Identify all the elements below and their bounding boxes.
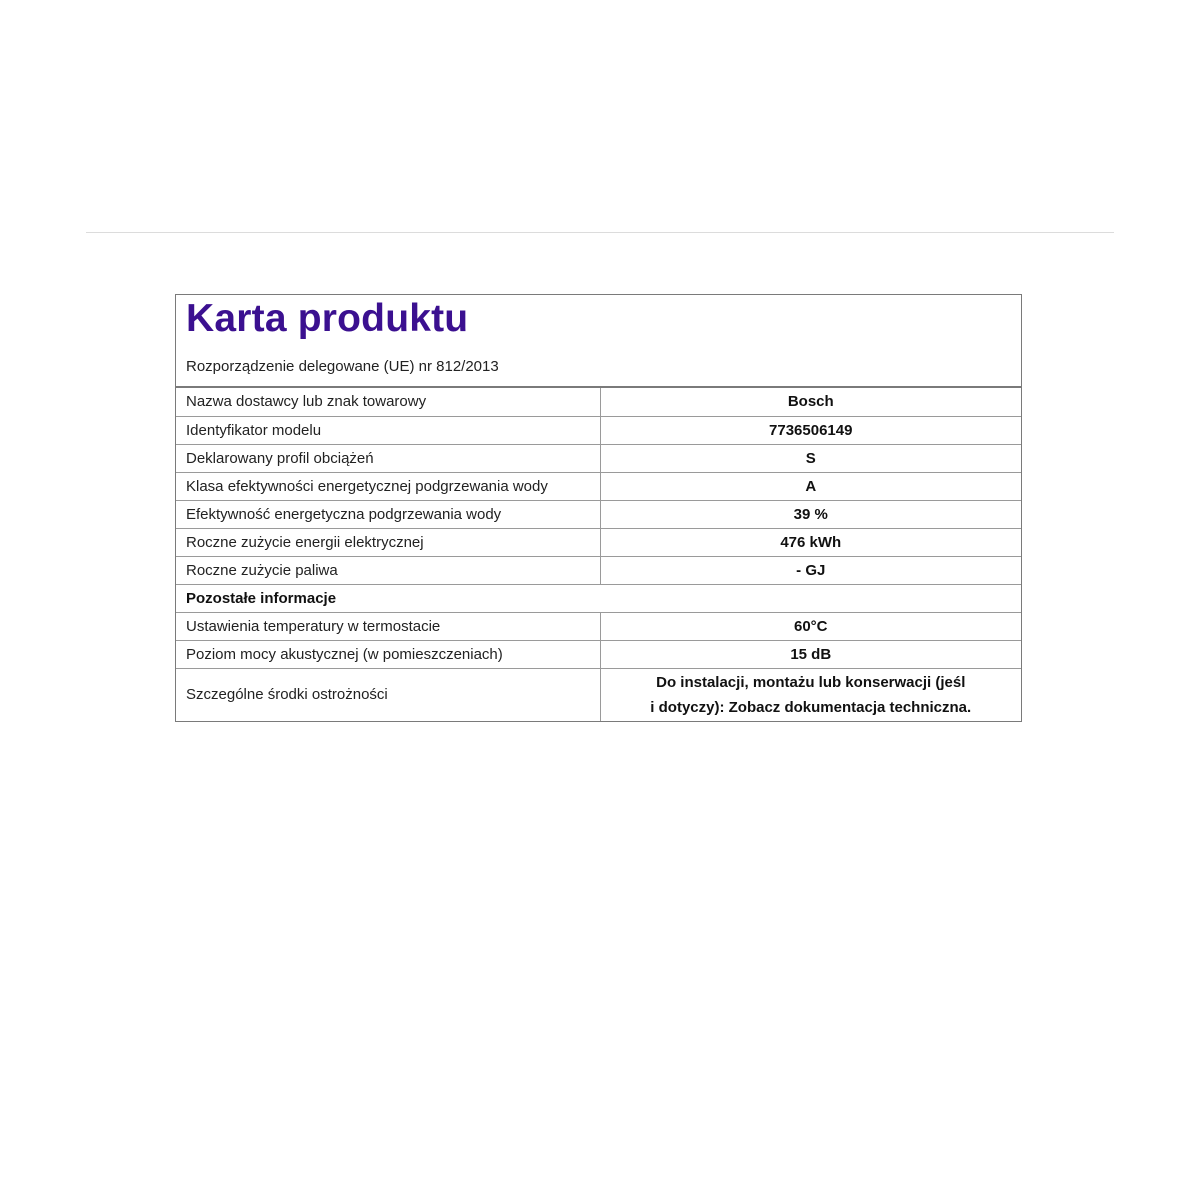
row-value-thermostat: 60°C [600,612,1021,640]
row-label-supplier: Nazwa dostawcy lub znak towarowy [176,388,600,416]
row-label-sound-power: Poziom mocy akustycznej (w pomieszczeniach) [176,640,600,668]
table-row [176,472,1021,500]
table-row [176,612,1021,640]
row-label-efficiency-class: Klasa efektywności energetycznej podgrzewania wody [176,472,600,500]
precautions-line-1: Do instalacji, montażu lub konserwacji (jeśl [656,673,966,691]
row-label-load-profile: Deklarowany profil obciążeń [176,444,600,472]
row-value-electricity: 476 kWh [600,528,1021,556]
card-title: Karta produktu [186,297,469,340]
row-label-precautions: Szczególne środki ostrożności [176,668,600,721]
table-row [176,668,1021,721]
card-subtitle: Rozporządzenie delegowane (UE) nr 812/2013 [186,358,499,375]
section-title: Pozostałe informacje [176,584,1021,612]
row-value-supplier: Bosch [787,393,834,411]
table-row [176,640,1021,668]
row-label-model: Identyfikator modelu [176,416,600,444]
table-row [176,556,1021,584]
top-divider [86,232,1114,233]
table-row [176,444,1021,472]
row-label-fuel: Roczne zużycie paliwa [176,556,600,584]
row-value-sound-power: 15 dB [600,640,1021,668]
section-row [176,584,1021,612]
row-label-electricity: Roczne zużycie energii elektrycznej [176,528,600,556]
row-value-efficiency-class: A [600,472,1021,500]
product-card [175,294,1022,722]
table-row [176,528,1021,556]
table-row [176,416,1021,444]
precautions-line-2: i dotyczy): Zobacz dokumentacja techniczna. [650,698,972,716]
card-header [176,295,1021,388]
row-value-model: 7736506149 [600,416,1021,444]
row-value-precautions [600,668,1021,721]
spec-table [176,388,1021,721]
row-value-load-profile: S [600,444,1021,472]
table-row [176,500,1021,528]
row-label-thermostat: Ustawienia temperatury w termostacie [176,612,600,640]
row-label-efficiency: Efektywność energetyczna podgrzewania wody [176,500,600,528]
row-value-efficiency: 39 % [600,500,1021,528]
table-row [176,388,1021,416]
row-value-fuel: - GJ [600,556,1021,584]
